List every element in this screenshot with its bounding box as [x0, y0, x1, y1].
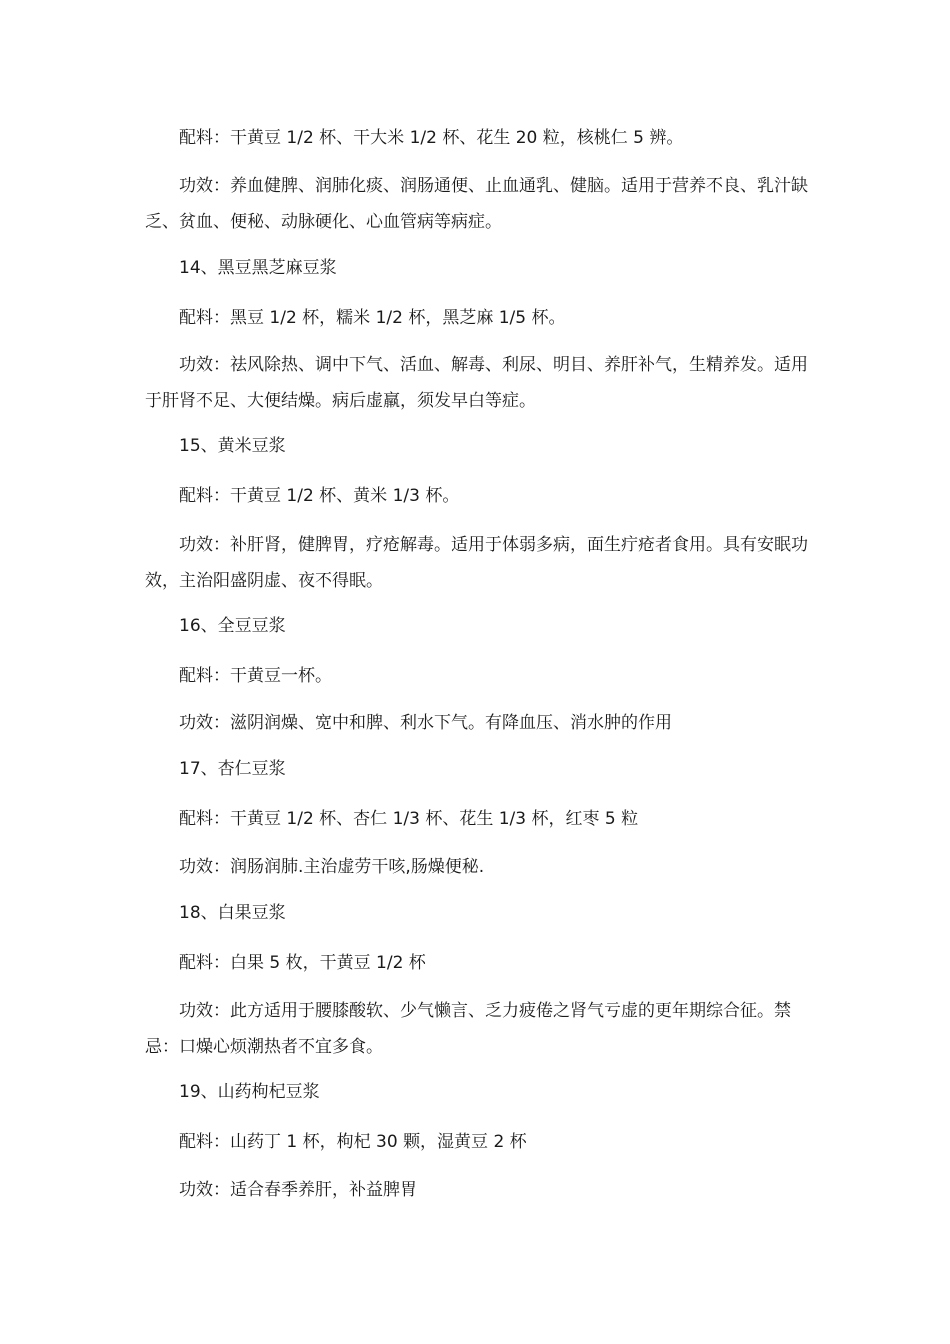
ingredients-15: 配料：干黄豆 1/2 杯、黄米 1/3 杯。 — [179, 486, 460, 506]
effects-14: 功效：祛风除热、调中下气、活血、解毒、利尿、明目、养肝补气，生精养发。适用于肝肾不足、大便结燥。病后虚羸，须发早白等症。 — [145, 355, 808, 411]
effects-13: 功效：养血健脾、润肺化痰、润肠通便、止血通乳、健脑。适用于营养不良、乳汁缺乏、贫血、便秘、动脉硬化、心血管病等病症。 — [145, 176, 808, 232]
recipe-title-15: 15、黄米豆浆 — [179, 436, 286, 456]
recipe-title-19: 19、山药枸杞豆浆 — [179, 1082, 320, 1102]
effects-15: 功效：补肝肾，健脾胃，疗疮解毒。适用于体弱多病，面生疔疮者食用。具有安眠功效，主治阳盛阴虚、夜不得眠。 — [145, 535, 808, 591]
recipe-title-14: 14、黑豆黑芝麻豆浆 — [179, 258, 337, 278]
ingredients-13: 配料：干黄豆 1/2 杯、干大米 1/2 杯、花生 20 粒，核桃仁 5 辨。 — [179, 128, 684, 148]
ingredients-19: 配料：山药丁 1 杯，枸杞 30 颗，湿黄豆 2 杯 — [179, 1132, 527, 1152]
ingredients-16: 配料：干黄豆一杯。 — [179, 666, 332, 686]
recipe-title-17: 17、杏仁豆浆 — [179, 759, 286, 779]
ingredients-14: 配料：黑豆 1/2 杯，糯米 1/2 杯，黑芝麻 1/5 杯。 — [179, 308, 566, 328]
recipe-title-16: 16、全豆豆浆 — [179, 616, 286, 636]
effects-19: 功效：适合春季养肝，补益脾胃 — [179, 1180, 417, 1200]
recipe-title-18: 18、白果豆浆 — [179, 903, 286, 923]
ingredients-17: 配料：干黄豆 1/2 杯、杏仁 1/3 杯、花生 1/3 杯，红枣 5 粒 — [179, 809, 639, 829]
ingredients-18: 配料：白果 5 枚，干黄豆 1/2 杯 — [179, 953, 426, 973]
effects-17: 功效：润肠润肺.主治虚劳干咳,肠燥便秘. — [179, 857, 485, 877]
effects-16: 功效：滋阴润燥、宽中和脾、利水下气。有降血压、消水肿的作用 — [179, 713, 672, 733]
effects-18: 功效：此方适用于腰膝酸软、少气懒言、乏力疲倦之肾气亏虚的更年期综合征。禁忌：口燥心烦潮热者不宜多食。 — [145, 1001, 791, 1057]
